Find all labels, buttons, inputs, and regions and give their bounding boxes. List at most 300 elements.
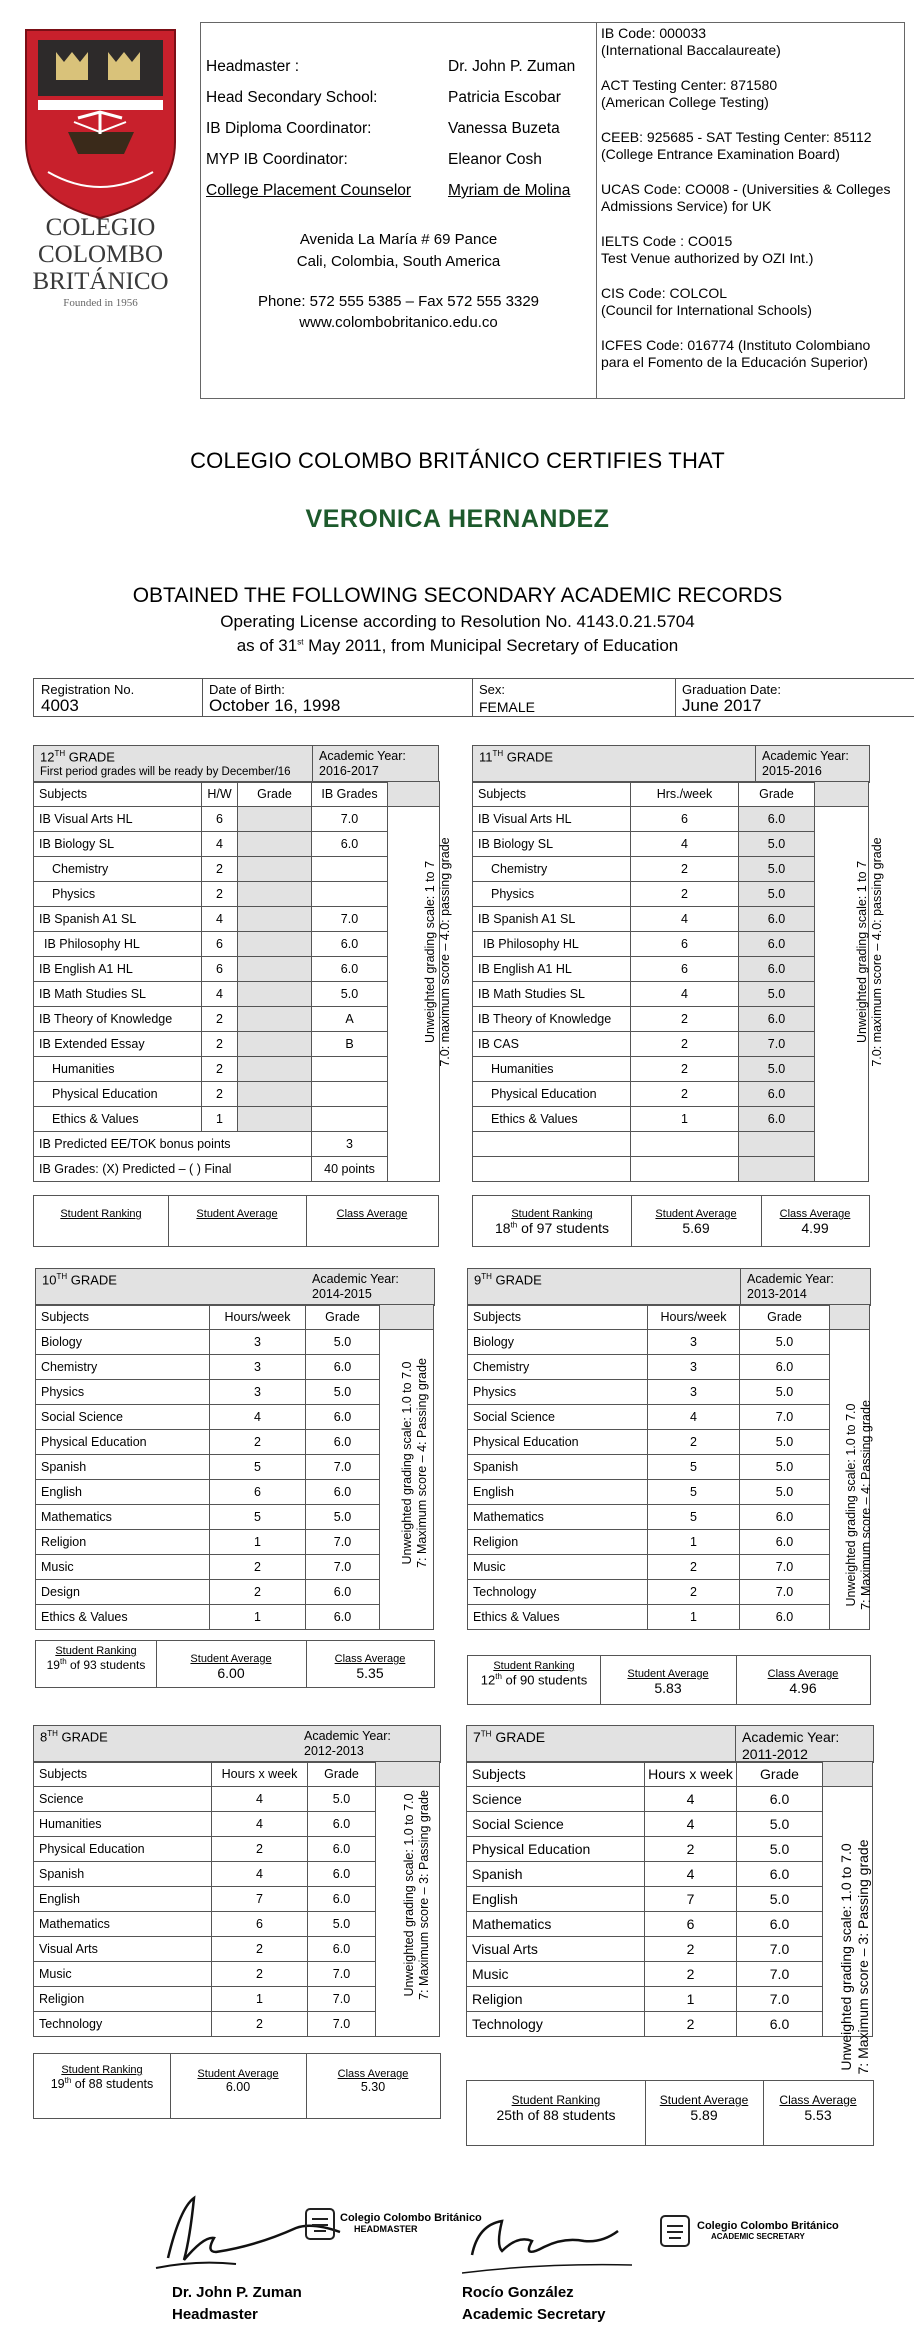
- code-icfes: ICFES Code: 016774 (Instituto Colombiano para el Fomento de la Educación Superior): [601, 337, 871, 370]
- ranking-value: [473, 1220, 631, 1236]
- subject-name: Biology: [468, 1330, 648, 1355]
- grade-word: GRADE: [491, 1272, 542, 1288]
- subject-hours: 7: [645, 1887, 737, 1912]
- grading-scale-note: [838, 1797, 872, 2117]
- class-average-value: 5.30: [360, 2080, 386, 2094]
- subject-hours: 1: [210, 1530, 306, 1555]
- subject-row: [34, 982, 440, 1007]
- table-header-row: [36, 1305, 434, 1330]
- subject-row: [473, 1007, 869, 1032]
- school-name-line: COLOMBO: [37, 241, 163, 268]
- seal-role: HEADMASTER: [354, 2224, 418, 2234]
- subject-name: Design: [36, 1580, 210, 1605]
- grading-scale-note: [844, 1360, 874, 1650]
- grade-word: GRADE: [491, 1729, 546, 1745]
- subject-hours: 5: [210, 1455, 306, 1480]
- subject-hours: 3: [648, 1355, 740, 1380]
- subject-row: [473, 907, 869, 932]
- subject-hours: 2: [645, 2012, 737, 2037]
- subject-name: Physics: [34, 882, 202, 907]
- subject-hours: 4: [645, 1787, 737, 1812]
- grading-scale-note: [855, 797, 885, 1107]
- subject-name: Music: [468, 1555, 648, 1580]
- staff-name: Dr. John P. Zuman: [448, 58, 576, 75]
- subject-grade: 7.0: [306, 1455, 380, 1480]
- subject-hours: 2: [631, 1082, 739, 1107]
- grade-title: [474, 1272, 542, 1287]
- subject-grade: [312, 1057, 388, 1082]
- subject-grade: 6.0: [740, 1505, 830, 1530]
- subject-row: [36, 1380, 434, 1405]
- subject-name: Religion: [467, 1987, 645, 2012]
- grade-sup: TH: [56, 1272, 68, 1281]
- scale-line: 7: Maximum score – 3: Passing grade: [417, 1790, 431, 2000]
- blank-cell: [739, 1132, 815, 1157]
- subject-name: Mathematics: [468, 1505, 648, 1530]
- average-cell: [156, 1641, 307, 1687]
- grade-word: GRADE: [65, 749, 115, 765]
- subject-grade: 5.0: [739, 982, 815, 1007]
- subject-grade: 5.0: [306, 1330, 380, 1355]
- subject-grade: 6.0: [737, 1862, 823, 1887]
- subject-row: [467, 1837, 873, 1862]
- blank-cell: [473, 1157, 631, 1182]
- subject-name: IB Visual Arts HL: [473, 807, 631, 832]
- subject-name: Ethics & Values: [34, 1107, 202, 1132]
- subject-hours: 6: [631, 807, 739, 832]
- subject-grade: 6.0: [312, 957, 388, 982]
- subject-hours: 4: [645, 1862, 737, 1887]
- subject-hours: 5: [210, 1505, 306, 1530]
- subject-name: Science: [34, 1787, 212, 1812]
- grading-scale-note: [423, 797, 453, 1107]
- subject-grade: 6.0: [740, 1530, 830, 1555]
- summary-row: [34, 1157, 440, 1182]
- shield-icon: [8, 22, 193, 222]
- staff-name: Myriam de Molina: [448, 182, 571, 199]
- subject-row: [467, 1987, 873, 2012]
- seal-text: [340, 2212, 482, 2234]
- subject-grade: 6.0: [739, 957, 815, 982]
- average-label: Student Average: [190, 1653, 272, 1665]
- class-average-value: 5.35: [356, 1665, 384, 1681]
- grade-title: [479, 749, 553, 764]
- subject-name: IB Math Studies SL: [34, 982, 202, 1007]
- subject-hours: 1: [210, 1605, 306, 1630]
- subject-grade: 5.0: [740, 1330, 830, 1355]
- table-header-row: [34, 782, 440, 807]
- ranking-label: Student Ranking: [55, 1645, 137, 1657]
- subject-row: [36, 1430, 434, 1455]
- col-header: Subjects: [34, 1762, 212, 1787]
- subject-name: Spanish: [34, 1862, 212, 1887]
- ranking-label: Student Ranking: [511, 2093, 601, 2107]
- subject-grade: 6.0: [737, 2012, 823, 2037]
- subject-hours: 2: [202, 882, 238, 907]
- subject-row: [36, 1405, 434, 1430]
- ranking-value: [34, 2076, 170, 2091]
- col-header: Grade: [308, 1762, 376, 1787]
- col-header: IB Grades: [312, 782, 388, 807]
- ranking-label: Student Ranking: [60, 1208, 142, 1220]
- subject-row: [34, 1082, 440, 1107]
- subject-row: [473, 932, 869, 957]
- subject-name: Visual Arts: [34, 1937, 212, 1962]
- grade7-footer: [466, 2080, 874, 2146]
- scale-line: 7: Maximum score – 4: Passing grade: [415, 1358, 429, 1568]
- subject-name: Technology: [34, 2012, 212, 2037]
- summary-row: [34, 1132, 440, 1157]
- subject-grade: [238, 1057, 312, 1082]
- subject-row: [468, 1480, 870, 1505]
- grading-scale-note: [402, 1760, 432, 2030]
- subject-name: Physics: [468, 1380, 648, 1405]
- website[interactable]: www.colombobritanico.edu.co: [299, 314, 498, 331]
- subject-grade: 5.0: [740, 1430, 830, 1455]
- subject-hours: 3: [648, 1380, 740, 1405]
- grade-sup: TH: [480, 1729, 492, 1739]
- code-cis: CIS Code: COLCOL (Council for International Schools): [601, 285, 812, 318]
- col-header: Hours x week: [212, 1762, 308, 1787]
- subject-row: [34, 1032, 440, 1057]
- average-label: Student Average: [196, 1208, 278, 1220]
- subject-hours: 3: [210, 1330, 306, 1355]
- col-header: Hours/week: [210, 1305, 306, 1330]
- ranking-number: 18: [494, 1220, 511, 1236]
- subject-row: [467, 1812, 873, 1837]
- year-label: Academic Year:: [742, 1729, 840, 1745]
- grade11-table: [472, 781, 869, 807]
- col-header: Grade: [306, 1305, 380, 1330]
- subject-hours: 2: [202, 1057, 238, 1082]
- subject-hours: 2: [212, 1837, 308, 1862]
- subject-grade: 7.0: [308, 1962, 376, 1987]
- phone-fax: Phone: 572 555 5385 – Fax 572 555 3329: [257, 293, 540, 310]
- year-label: Academic Year:: [762, 749, 849, 763]
- grade8-table: [33, 1761, 440, 2037]
- code-act: ACT Testing Center: 871580 (American College Testing): [601, 77, 778, 110]
- subject-name: Ethics & Values: [36, 1605, 210, 1630]
- subject-hours: 2: [202, 857, 238, 882]
- subject-name: Technology: [467, 2012, 645, 2037]
- subject-hours: 4: [648, 1405, 740, 1430]
- col-header: Grade: [739, 782, 815, 807]
- subject-hours: 1: [631, 1107, 739, 1132]
- subject-grade: [238, 882, 312, 907]
- subject-name: English: [467, 1887, 645, 1912]
- subject-hours: 1: [648, 1530, 740, 1555]
- subject-row: [36, 1580, 434, 1605]
- col-header: Subjects: [34, 782, 202, 807]
- license-text: May 2011, from Municipal Secretary of Education: [303, 636, 679, 655]
- subject-name: Physical Education: [36, 1430, 210, 1455]
- subject-grade: 5.0: [312, 982, 388, 1007]
- subject-name: Music: [36, 1555, 210, 1580]
- subject-row: [467, 2012, 873, 2037]
- subject-row: [467, 1962, 873, 1987]
- average-cell: [631, 1196, 762, 1246]
- academic-year: [740, 1269, 870, 1305]
- subject-row: [34, 807, 440, 832]
- subject-grade: 5.0: [737, 1887, 823, 1912]
- average-label: Student Average: [655, 1208, 737, 1220]
- subject-name: IB Extended Essay: [34, 1032, 202, 1057]
- subject-hours: 2: [212, 1937, 308, 1962]
- ranking-rest: of 90 students: [501, 1672, 588, 1688]
- student-info-bar: [33, 678, 914, 717]
- class-average-label: Class Average: [779, 2093, 857, 2107]
- subject-name: IB Theory of Knowledge: [473, 1007, 631, 1032]
- class-average-label: Class Average: [334, 1653, 406, 1665]
- ranking-cell: [473, 1196, 632, 1246]
- subject-hours: 7: [212, 1887, 308, 1912]
- subject-grade: [238, 857, 312, 882]
- code-ucas: UCAS Code: CO008 - (Universities & Colleges Admissions Service) for UK: [601, 181, 891, 214]
- grade8-header: [33, 1725, 441, 1763]
- subject-grade: 7.0: [740, 1405, 830, 1430]
- scale-line: 7.0: maximum score – 4.0: passing grade: [870, 837, 884, 1067]
- subject-row: [36, 1530, 434, 1555]
- table-header-row: [468, 1305, 870, 1330]
- registration-cell: [34, 679, 203, 716]
- subject-name: Spanish: [468, 1455, 648, 1480]
- year-value: 2012-2013: [304, 1744, 364, 1758]
- subject-hours: 2: [648, 1580, 740, 1605]
- subject-hours: 4: [202, 907, 238, 932]
- dob-value: October 16, 1998: [209, 696, 341, 715]
- subject-name: Mathematics: [467, 1912, 645, 1937]
- subject-hours: 4: [631, 907, 739, 932]
- subject-hours: 1: [212, 1987, 308, 2012]
- class-average-cell: [306, 2054, 440, 2118]
- grade-number: 12: [40, 749, 55, 765]
- subject-grade: 6.0: [306, 1430, 380, 1455]
- graduation-cell: [675, 679, 912, 716]
- subject-grade: [238, 1007, 312, 1032]
- grade-number: 7: [473, 1729, 481, 1745]
- subject-grade: 7.0: [737, 1962, 823, 1987]
- subject-grade: 7.0: [740, 1580, 830, 1605]
- subject-hours: 4: [212, 1812, 308, 1837]
- address-line: Avenida La María # 69 Pance: [299, 231, 498, 248]
- col-header: Hours/week: [648, 1305, 740, 1330]
- subject-row: [36, 1355, 434, 1380]
- subject-row: [34, 882, 440, 907]
- subject-grade: 7.0: [737, 1937, 823, 1962]
- ranking-label: Student Ranking: [493, 1660, 575, 1672]
- subject-hours: 1: [648, 1605, 740, 1630]
- col-header: Hrs./week: [631, 782, 739, 807]
- subject-grade: A: [312, 1007, 388, 1032]
- average-cell: [600, 1656, 737, 1704]
- ranking-rest: of 93 students: [66, 1658, 146, 1672]
- subject-row: [468, 1580, 870, 1605]
- grade-title: [42, 1272, 117, 1287]
- subject-grade: 6.0: [739, 932, 815, 957]
- student-name: VERONICA HERNANDEZ: [305, 505, 610, 533]
- subject-grade: B: [312, 1032, 388, 1057]
- average-label: Student Average: [197, 2068, 279, 2080]
- subject-hours: 6: [212, 1912, 308, 1937]
- year-value: 2015-2016: [762, 764, 822, 778]
- scale-line: Unweighted grading scale: 1 to 7: [423, 860, 437, 1044]
- subject-name: Mathematics: [36, 1505, 210, 1530]
- subject-row: [473, 982, 869, 1007]
- ranking-number: 25th of 88 students: [496, 2107, 616, 2123]
- grade-word: GRADE: [57, 1729, 108, 1745]
- ranking-number: 19: [50, 2077, 65, 2092]
- school-logo: [8, 22, 193, 309]
- grading-scale-note: [400, 1318, 430, 1608]
- subject-name: Humanities: [473, 1057, 631, 1082]
- subject-hours: 1: [645, 1987, 737, 2012]
- grade10-table: [35, 1304, 434, 1630]
- subject-hours: 2: [210, 1430, 306, 1455]
- ranking-sup: th: [510, 1220, 518, 1230]
- subject-row: [468, 1455, 870, 1480]
- staff-name: Patricia Escobar: [448, 89, 561, 106]
- staff-panel: [201, 23, 597, 398]
- grade10-footer: [35, 1640, 435, 1688]
- subject-hours: 4: [202, 982, 238, 1007]
- scale-line: Unweighted grading scale: 1.0 to 7.0: [844, 1403, 858, 1607]
- subject-hours: 2: [645, 1962, 737, 1987]
- secretary-role: Academic Secretary: [462, 2306, 606, 2323]
- col-header: Hours x week: [645, 1762, 737, 1787]
- subject-name: IB CAS: [473, 1032, 631, 1057]
- average-value: 5.69: [682, 1220, 710, 1236]
- col-header: Subjects: [36, 1305, 210, 1330]
- grade-word: GRADE: [503, 749, 554, 765]
- subject-grade: [312, 1107, 388, 1132]
- subject-row: [473, 1057, 869, 1082]
- code-ceeb: CEEB: 925685 - SAT Testing Center: 85112 (College Entrance Examination Board): [601, 129, 872, 162]
- subject-hours: 2: [645, 1937, 737, 1962]
- blank-cell: [631, 1157, 739, 1182]
- subject-name: English: [36, 1480, 210, 1505]
- grade7-header: [466, 1725, 874, 1763]
- subject-name: Physical Education: [473, 1082, 631, 1107]
- scale-line: Unweighted grading scale: 1.0 to 7.0: [400, 1361, 414, 1565]
- subject-grade: [238, 832, 312, 857]
- subject-name: Social Science: [36, 1405, 210, 1430]
- ranking-sup: th: [495, 1672, 502, 1681]
- grade11-rows: [472, 806, 869, 1182]
- subject-name: Social Science: [468, 1405, 648, 1430]
- subject-grade: 5.0: [740, 1480, 830, 1505]
- seal-school: Colegio Colombo Británico: [697, 2220, 839, 2232]
- subject-row: [36, 1455, 434, 1480]
- subject-hours: 6: [645, 1912, 737, 1937]
- col-header: Grade: [737, 1762, 823, 1787]
- grade9-header: [467, 1268, 871, 1306]
- scale-line: 7: Maximum score – 4: Passing grade: [859, 1400, 873, 1610]
- col-header: Subjects: [467, 1762, 645, 1787]
- grade-sup: TH: [492, 749, 504, 758]
- class-average-label: Class Average: [337, 2068, 409, 2080]
- subject-row: [473, 1082, 869, 1107]
- subject-name: Humanities: [34, 1057, 202, 1082]
- summary-value: 3: [312, 1132, 388, 1157]
- class-average-cell: [763, 2081, 873, 2145]
- grade-sup: TH: [47, 1729, 58, 1738]
- subject-grade: 7.0: [737, 1987, 823, 2012]
- subject-grade: 6.0: [308, 1937, 376, 1962]
- subject-name: Ethics & Values: [468, 1605, 648, 1630]
- subject-grade: 6.0: [308, 1887, 376, 1912]
- staff-role: College Placement Counselor: [206, 182, 412, 199]
- table-header-row: [467, 1762, 873, 1787]
- subject-name: Chemistry: [473, 857, 631, 882]
- scale-line: Unweighted grading scale: 1 to 7: [855, 860, 869, 1044]
- subject-row: [34, 857, 440, 882]
- ranking-rest: of 88 students: [71, 2077, 154, 2092]
- subject-grade: 6.0: [740, 1605, 830, 1630]
- ranking-label: Student Ranking: [511, 1208, 593, 1220]
- seal-text: [697, 2220, 839, 2241]
- grade9-table: [467, 1304, 870, 1630]
- sex-value: FEMALE: [479, 699, 536, 715]
- summary-label: IB Grades: (X) Predicted – ( ) Final: [34, 1157, 312, 1182]
- seal-icon: [300, 2205, 340, 2245]
- subject-hours: 3: [210, 1380, 306, 1405]
- code-ielts: IELTS Code : CO015 Test Venue authorized by OZI Int.): [601, 233, 814, 266]
- sex-label: Sex:: [479, 682, 506, 697]
- subject-hours: 2: [631, 1032, 739, 1057]
- ranking-value: [36, 1657, 156, 1672]
- subject-hours: 2: [631, 1057, 739, 1082]
- ranking-cell: [34, 1196, 169, 1246]
- class-average-label: Class Average: [336, 1208, 408, 1220]
- subject-hours: 5: [648, 1505, 740, 1530]
- table-header-row: [473, 782, 869, 807]
- graduation-label: Graduation Date:: [682, 682, 782, 697]
- subject-hours: 2: [631, 882, 739, 907]
- subject-name: Music: [34, 1962, 212, 1987]
- subject-grade: [238, 1082, 312, 1107]
- subject-row: [473, 882, 869, 907]
- subject-grade: 5.0: [739, 1057, 815, 1082]
- subject-grade: 6.0: [306, 1355, 380, 1380]
- accreditation-codes: [601, 25, 901, 371]
- average-value: 5.89: [690, 2107, 718, 2123]
- seal-role: ACADEMIC SECRETARY: [711, 2232, 805, 2241]
- subject-grade: 7.0: [740, 1555, 830, 1580]
- col-header: Subjects: [473, 782, 631, 807]
- subject-name: Chemistry: [36, 1355, 210, 1380]
- subject-row: [468, 1505, 870, 1530]
- subject-row: [468, 1530, 870, 1555]
- subject-hours: 2: [210, 1580, 306, 1605]
- subject-hours: 6: [202, 932, 238, 957]
- grade-title: [473, 1729, 545, 1745]
- subject-hours: 4: [212, 1862, 308, 1887]
- grade-number: 9: [474, 1272, 482, 1288]
- subject-name: Religion: [36, 1530, 210, 1555]
- header-box: [200, 22, 905, 399]
- subject-hours: 2: [648, 1555, 740, 1580]
- subject-row: [468, 1555, 870, 1580]
- subject-hours: 4: [631, 982, 739, 1007]
- summary-label: IB Predicted EE/TOK bonus points: [34, 1132, 312, 1157]
- graduation-value: June 2017: [682, 696, 762, 715]
- class-average-cell: [306, 1196, 438, 1246]
- staff-role: MYP IB Coordinator:: [206, 151, 348, 168]
- staff-name: Vanessa Buzeta: [448, 120, 560, 137]
- table-header-row: [34, 1762, 440, 1787]
- license-line: [0, 636, 915, 656]
- class-average-value: 5.53: [804, 2107, 832, 2123]
